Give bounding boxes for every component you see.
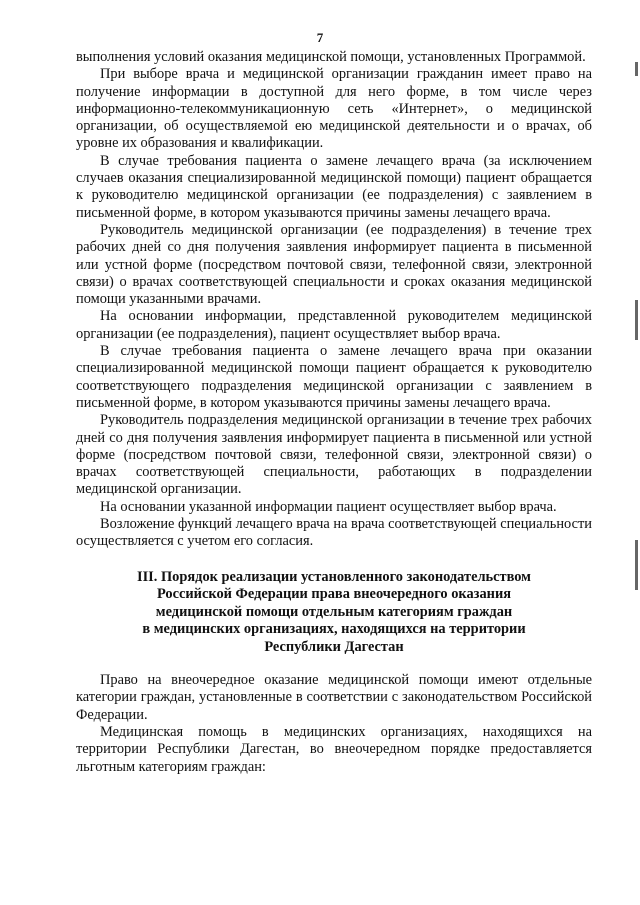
paragraph: В случае требования пациента о замене лечащего врача (за исключением случаев оказания специализированной медицинской помощи) пациент обращается к руководителю медицинской организации (ее подразделения) с заявлением в письменной форме, в котором указываются причины замены лечащего врача. xyxy=(76,152,592,221)
section-heading-line: Республики Дагестан xyxy=(264,638,404,655)
section-heading xyxy=(76,569,592,657)
section-heading-line: Российской Федерации права внеочередного оказания xyxy=(156,586,512,603)
scan-edge-mark xyxy=(635,62,638,76)
paragraph: Медицинская помощь в медицинских организациях, находящихся на территории Республики Дагестан, во внеочередном порядке предоставляется льготным категориям граждан: xyxy=(76,724,592,775)
scan-edge-mark xyxy=(635,300,638,340)
paragraphs-top xyxy=(76,49,592,551)
paragraphs-bottom xyxy=(76,672,592,776)
document-body xyxy=(76,49,592,776)
section-heading-line: в медицинских организациях, находящихся на территории xyxy=(142,621,526,638)
paragraph: В случае требования пациента о замене лечащего врача при оказании специализированной медицинской помощи пациент обращается к руководителю соответствующего подразделения медицинской организации с заявлением в письменной форме, в котором указываются причины замены лечащего врача. xyxy=(76,343,592,411)
paragraph: При выборе врача и медицинской организации гражданин имеет право на получение информации в доступной для него форме, в том числе через информационно-телекоммуникационную сеть «Интернет», о медицинской организации, об осуществляемой ею медицинской деятельности и о врачах, об уровне их образования и квалификации. xyxy=(76,66,592,152)
paragraph: Возложение функций лечащего врача на врача соответствующей специальности осуществляется с учетом его согласия. xyxy=(76,516,592,550)
paragraph: Руководитель медицинской организации (ее подразделения) в течение трех рабочих дней со дня получения заявления информирует пациента в письменной или устной форме (посредством почтовой связи, телефонной связи, электронной связи) о врачах соответствующей специальности и сроках оказания медицинской помощи указанными врачами. xyxy=(76,221,592,308)
paragraph: Руководитель подразделения медицинской организации в течение трех рабочих дней со дня получения заявления информирует пациента в письменной или устной форме (посредством почтовой связи, телефонной связи, электронной связи) о врачах соответствующей специальности, работающих в подразделении медицинской организации. xyxy=(76,412,592,498)
section-heading-line: медицинской помощи отдельным категориям граждан xyxy=(155,603,513,620)
paragraph: На основании указанной информации пациент осуществляет выбор врача. xyxy=(100,498,557,515)
paragraph: Право на внеочередное оказание медицинской помощи имеют отдельные категории граждан, установленные в соответствии с законодательством Российской Федерации. xyxy=(76,672,592,723)
paragraph: выполнения условий оказания медицинской помощи, установленных Программой. xyxy=(76,49,586,65)
scan-edge-mark xyxy=(635,540,638,590)
paragraph: На основании информации, представленной руководителем медицинской организации (ее подразделения), пациент осуществляет выбор врача. xyxy=(76,308,592,342)
section-heading-line: III. Порядок реализации установленного законодательством xyxy=(136,568,531,585)
page-number: 7 xyxy=(316,30,324,45)
